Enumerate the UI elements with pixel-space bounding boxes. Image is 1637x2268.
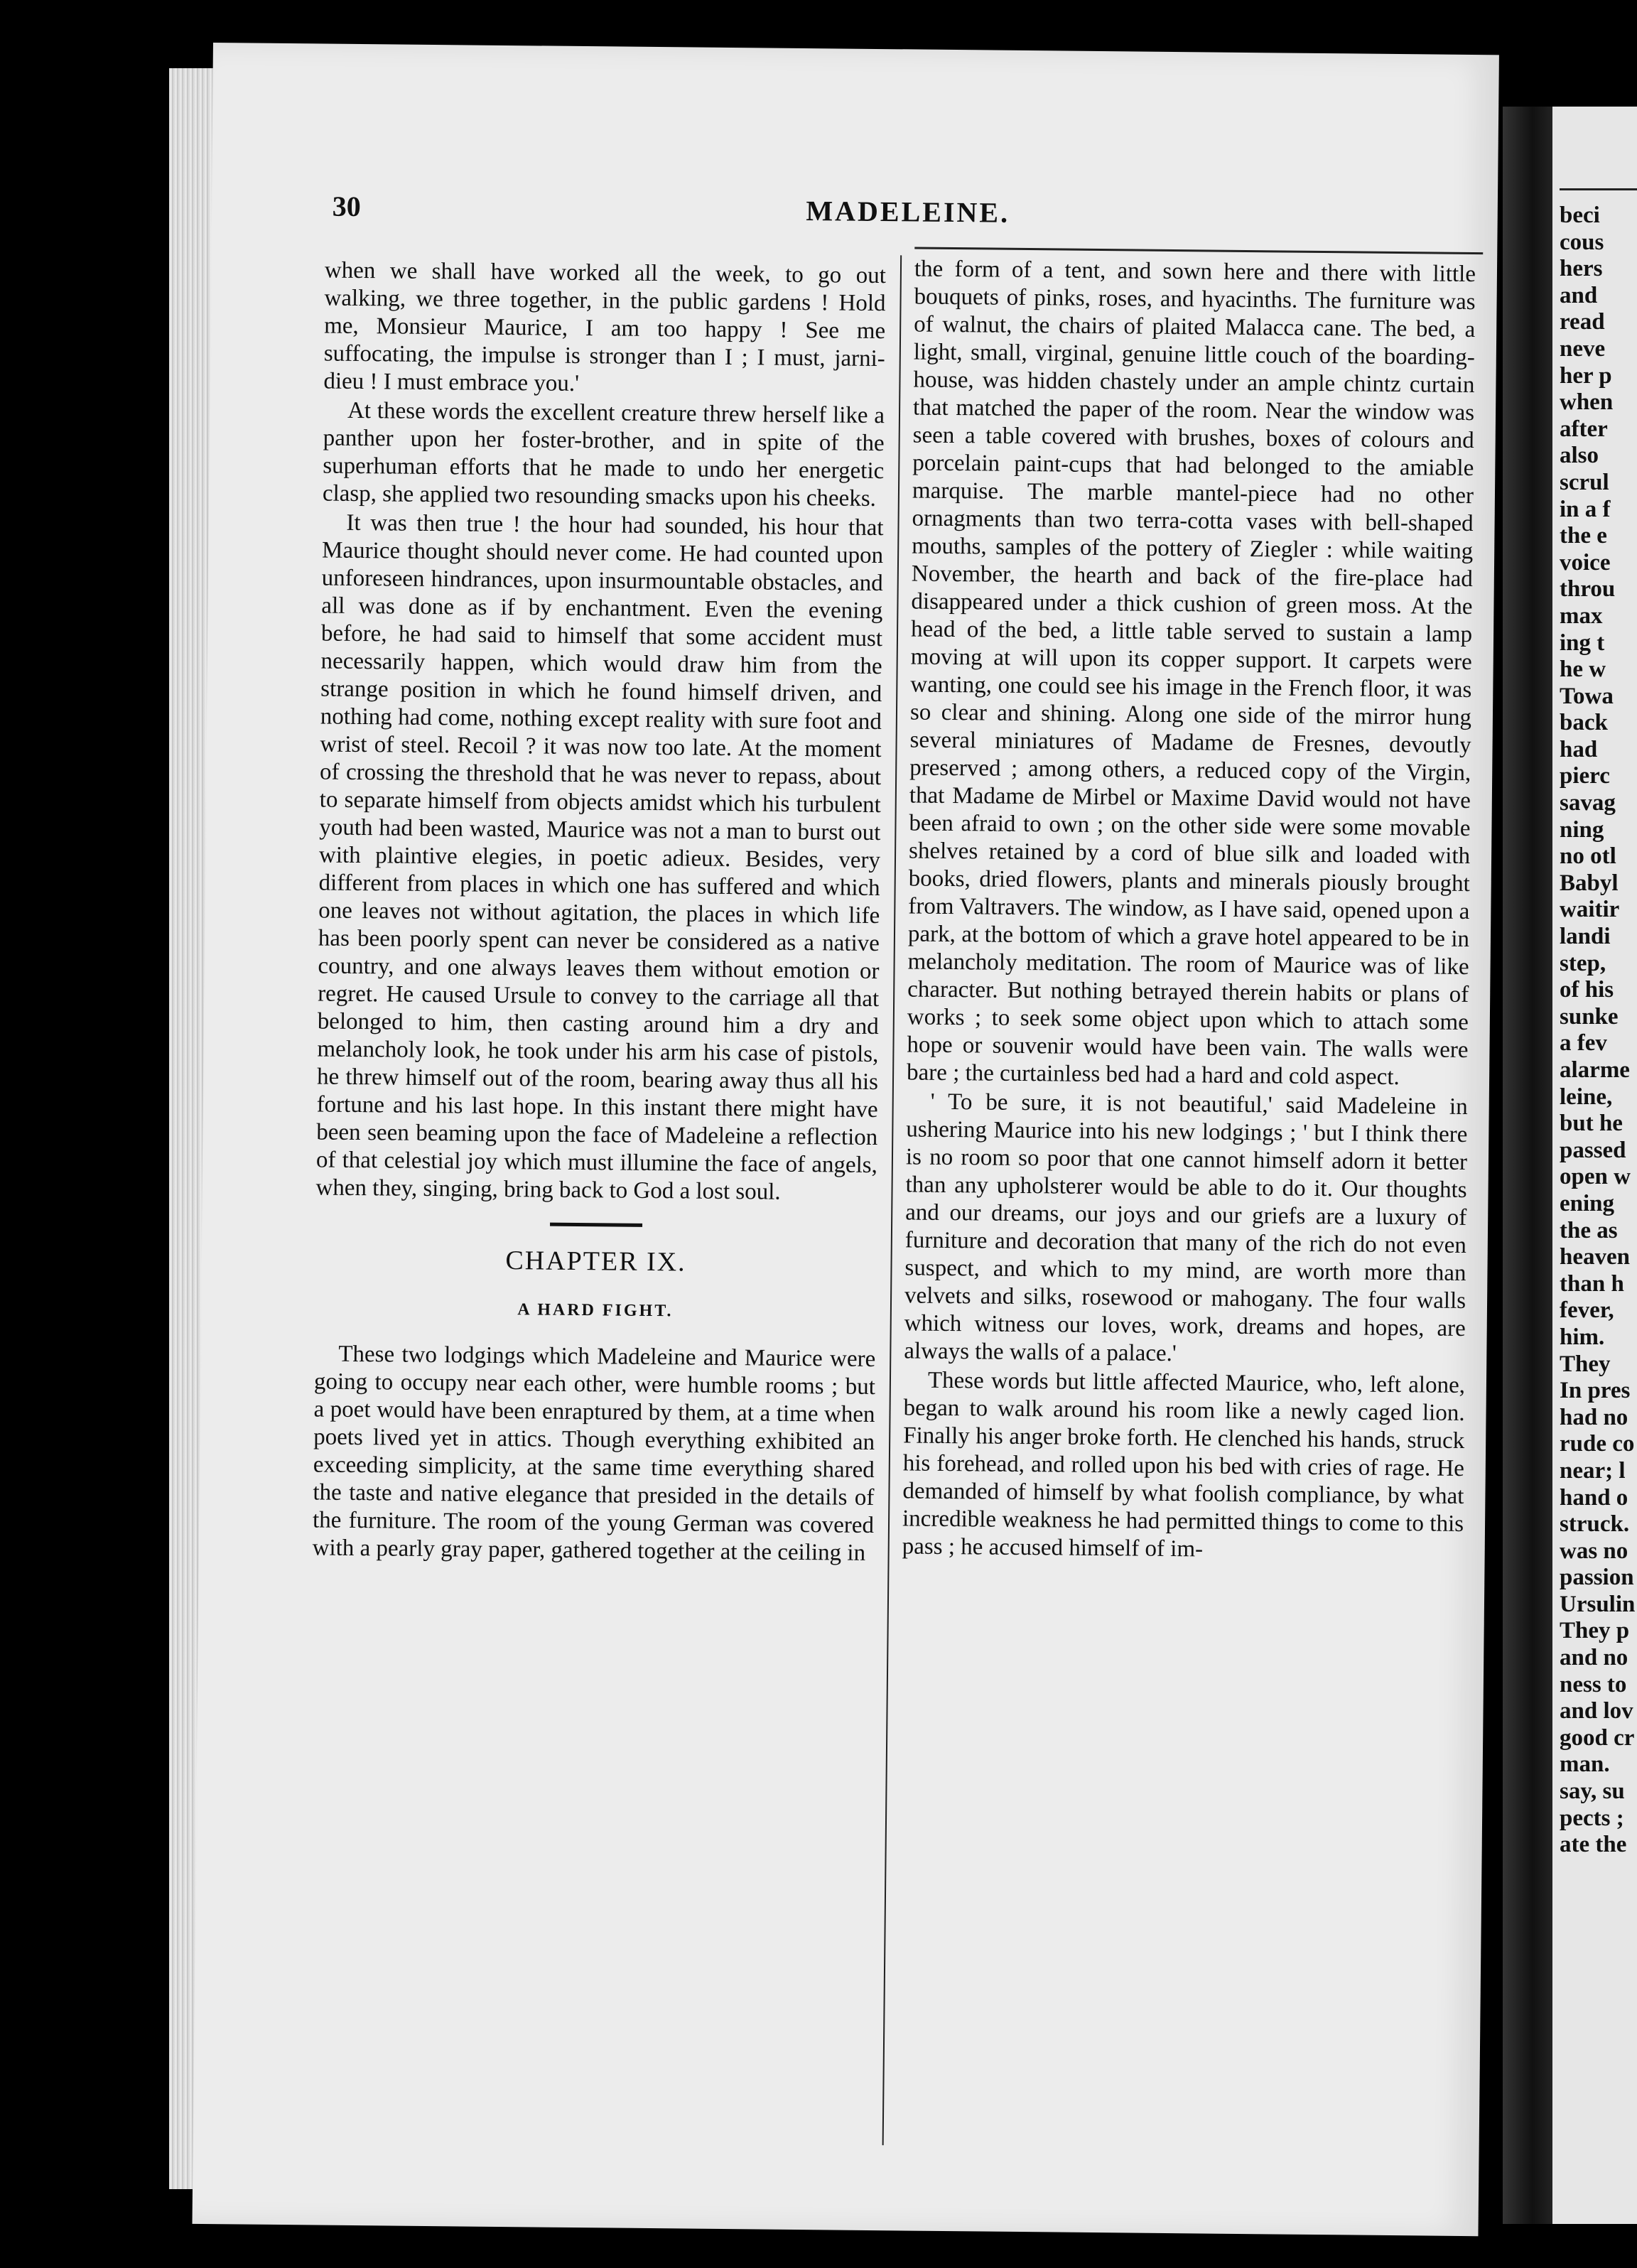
column-divider: [882, 255, 902, 2145]
next-page-fragment: after: [1560, 416, 1608, 442]
next-page-fragment: ate the: [1560, 1832, 1627, 1858]
next-page-fragment: neve: [1560, 335, 1606, 362]
next-page-fragment: In pres: [1560, 1378, 1631, 1404]
next-page-fragment: ing t: [1560, 630, 1605, 656]
next-page-fragment: They p: [1560, 1618, 1630, 1644]
next-page-fragment: ening: [1560, 1190, 1615, 1216]
next-page-fragment: Towa: [1560, 683, 1614, 709]
next-page-fragment: max: [1560, 603, 1603, 629]
next-page-fragment: had no: [1560, 1404, 1628, 1430]
next-page-fragment: read: [1560, 309, 1605, 335]
next-page-fragment: hand o: [1560, 1484, 1628, 1511]
next-page-fragment: man.: [1560, 1751, 1610, 1778]
next-page-fragment: rude co: [1560, 1431, 1635, 1457]
next-page-fragment: also: [1560, 443, 1599, 469]
next-page-edge: [1552, 107, 1637, 2224]
paragraph: It was then true ! the hour had sounded, his hour that Maurice thought should never come. He had counted upon unforeseen hindrances, upon insurmountable obstacles, and all was done as if by enchantment. Even the evening before, he had said to himself that some accident must necessarily happen, which would draw him from the strange position in which he found himself driven, and nothing had come, nothing except reality with sure foot and wrist of steel. Recoil ? it was now too late. At the moment of crossing the threshold that he was never to repass, about to separate himself from objects amidst which his turbulent youth had been wasted, Maurice was not a man to burst out with plaintive elegies, in poetic adieux. Besides, very different from places in which one has suffered and which one leaves not without agitation, the places in which life has been poorly spent can never be considered as a native country, and one always leaves them without emotion or regret. He caused Ursule to convey to the carriage all that belonged to him, then casting around him a dry and melancholy look, he took under his arm his case of pistols, he threw himself out of the room, bearing away thus all his fortune and his last hope. In this instant there might have been seen beaming upon the face of Madeleine a reflection of that celestial joy which must illumine the face of angels, when they, singing, bring back to God a lost soul.: [315, 509, 884, 1205]
next-page-fragment: fever,: [1560, 1297, 1614, 1324]
chapter-rule: [550, 1223, 642, 1227]
next-page-fragment: hers: [1560, 256, 1603, 282]
next-page-fragment: sunke: [1560, 1003, 1619, 1030]
next-page-fragment: and no: [1560, 1645, 1628, 1671]
next-page-fragment: her p: [1560, 362, 1612, 389]
next-page-fragment: in a f: [1560, 496, 1611, 522]
page-number: 30: [332, 190, 362, 223]
left-column: [312, 257, 886, 1569]
chapter-subtitle: A HARD FIGHT.: [517, 1300, 674, 1321]
next-page-fragment: cous: [1560, 229, 1604, 255]
paragraph: the form of a tent, and sown here and there with little bouquets of pinks, roses, and hyacinths. The furniture was of walnut, the chairs of plaited Malacca cane. The bed, a light, small, virginal, genuine little couch of the boarding-house, was hidden chastely under an ample chintz curtain that matched the paper of the room. Near the window was seen a table covered with brushes, boxes of colours and porcelain paint-cups that had belonged to the amiable marquise. The marble mantel-piece had no other ornagments than two terra-cotta vases with bell-shaped mouths, samples of the pottery of Ziegler : while waiting November, the hearth and back of the fire-place had disappeared under a thick cushion of green moss. At the head of the bed, a little table served to sustain a lamp moving at will upon its copper support. It carpets were wanting, one could see his image in the French floor, it was so clear and shining. Along one side of the mirror hung several miniatures of Madame de Fresnes, devoutly preserved ; among others, a reduced copy of the Virgin, that Madame de Mirbel or Maxime David would not have been afraid to own ; on the other side were some movable shelves retained by a cord of blue silk and loaded with books, dried flowers, plants and minerals piously brought from Valtravers. The window, as I have said, opened upon a park, at the bottom of which a grave hotel appeared to be in melancholy meditation. The room of Maurice was of like character. But nothing betrayed therein habits or plans of works ; to seek some object upon which to attach some hope or souvenir would have been vain. The walls were bare ; the curtainless bed had a hard and cold aspect.: [906, 256, 1476, 1091]
running-head: [332, 190, 1484, 244]
next-page-fragment: passion: [1560, 1565, 1634, 1591]
next-page-fragment: good cr: [1560, 1724, 1635, 1751]
next-page-fragment: beci: [1560, 202, 1600, 228]
book-page: [193, 43, 1499, 2236]
next-page-fragment: step,: [1560, 950, 1606, 976]
paragraph: These two lodgings which Madeleine and Maurice were going to occupy near each other, were humble rooms ; but a poet would have been enraptured by them, at a time when poets lived yet in attics. Though everything exhibited an exceeding simplicity, at the same time everything shared the taste and native elegance that presided in the details of the furniture. The room of the young German was covered with a pearly gray paper, gathered together at the ceiling in: [312, 1341, 876, 1566]
next-page-fragment: heaven: [1560, 1244, 1630, 1270]
next-page-fragment: leine,: [1560, 1084, 1613, 1110]
next-page-fragment: back: [1560, 710, 1608, 736]
next-page-fragment: scrul: [1560, 469, 1609, 495]
paragraph: ' To be sure, it is not beautiful,' said Madeleine in ushering Maurice into his new lodgings ; ' but I think there is no room so poor that one cannot himself adorn it better than any upholsterer would be able to do it. Our thoughts and our dreams, our joys and our griefs are a luxury of furniture and decoration that many of the rich do not even suspect, and which to my mind, are worth more than velvets and silks, rosewood or mahogany. The four walls which witness our loves, work, dreams and hopes, are always the walls of a palace.': [904, 1089, 1468, 1367]
chapter-title: CHAPTER IX.: [505, 1246, 686, 1278]
next-page-fragment: pierc: [1560, 763, 1610, 789]
next-page-fragment: struck.: [1560, 1511, 1630, 1538]
next-page-fragment: waitir: [1560, 897, 1620, 923]
next-page-fragment: the as: [1560, 1217, 1618, 1243]
next-page-fragment: alarme: [1560, 1057, 1630, 1083]
next-page-fragments: [1560, 202, 1635, 1859]
next-page-fragment: near; l: [1560, 1457, 1626, 1484]
paragraph: These words but little affected Maurice, who, left alone, began to walk around his room like a newly caged lion. Finally his anger broke forth. He clenched his hands, struck his forehead, and rolled upon his bed with cries of rage. He demanded of himself by what foolish compliance, by what incredible weakness he had permitted things to come to this pass ; he accused himself of im-: [902, 1367, 1466, 1562]
next-page-fragment: Babyl: [1560, 870, 1619, 896]
next-page-fragment: him.: [1560, 1324, 1605, 1350]
page-title: MADELEINE.: [806, 195, 1010, 229]
next-page-fragment: was no: [1560, 1538, 1628, 1564]
column-top-rule: [914, 247, 1483, 254]
next-page-fragment: landi: [1560, 924, 1611, 950]
next-page-fragment: he w: [1560, 657, 1606, 683]
next-page-fragment: and: [1560, 282, 1598, 308]
next-page-fragment: voice: [1560, 549, 1611, 576]
next-page-fragment: than h: [1560, 1270, 1624, 1297]
next-page-fragment: throu: [1560, 576, 1616, 603]
next-page-fragment: open w: [1560, 1164, 1631, 1190]
next-page-fragment: passed: [1560, 1137, 1626, 1163]
next-page-rule: [1560, 188, 1637, 190]
next-page-fragment: savag: [1560, 790, 1616, 816]
next-page-fragment: the e: [1560, 523, 1607, 549]
next-page-fragment: say, su: [1560, 1778, 1625, 1805]
book-gutter: [1503, 107, 1552, 2224]
next-page-fragment: and lov: [1560, 1698, 1633, 1724]
next-page-fragment: had: [1560, 736, 1598, 762]
paragraph: At these words the excellent creature threw herself like a panther upon her foster-brother, and in spite of the superhuman efforts that he made to undo her energetic clasp, she applied two resounding smacks upon his cheeks.: [322, 397, 885, 512]
next-page-fragment: Ursulin: [1560, 1591, 1636, 1617]
right-column: [902, 255, 1476, 1567]
next-page-fragment: ness to: [1560, 1671, 1627, 1697]
next-page-fragment: a fev: [1560, 1030, 1607, 1057]
next-page-fragment: no otl: [1560, 843, 1616, 870]
next-page-fragment: ning: [1560, 816, 1604, 843]
next-page-fragment: They: [1560, 1351, 1611, 1377]
next-page-fragment: of his: [1560, 977, 1614, 1003]
next-page-fragment: when: [1560, 389, 1614, 416]
next-page-fragment: pects ;: [1560, 1805, 1624, 1831]
next-page-fragment: but he: [1560, 1111, 1623, 1137]
paragraph: when we shall have worked all the week, to go out walking, we three together, in the public gardens ! Hold me, Monsieur Maurice, I am too happy ! See me suffocating, the impulse is stronger than I ; I must, jarni-dieu ! I must embrace you.': [323, 257, 887, 396]
